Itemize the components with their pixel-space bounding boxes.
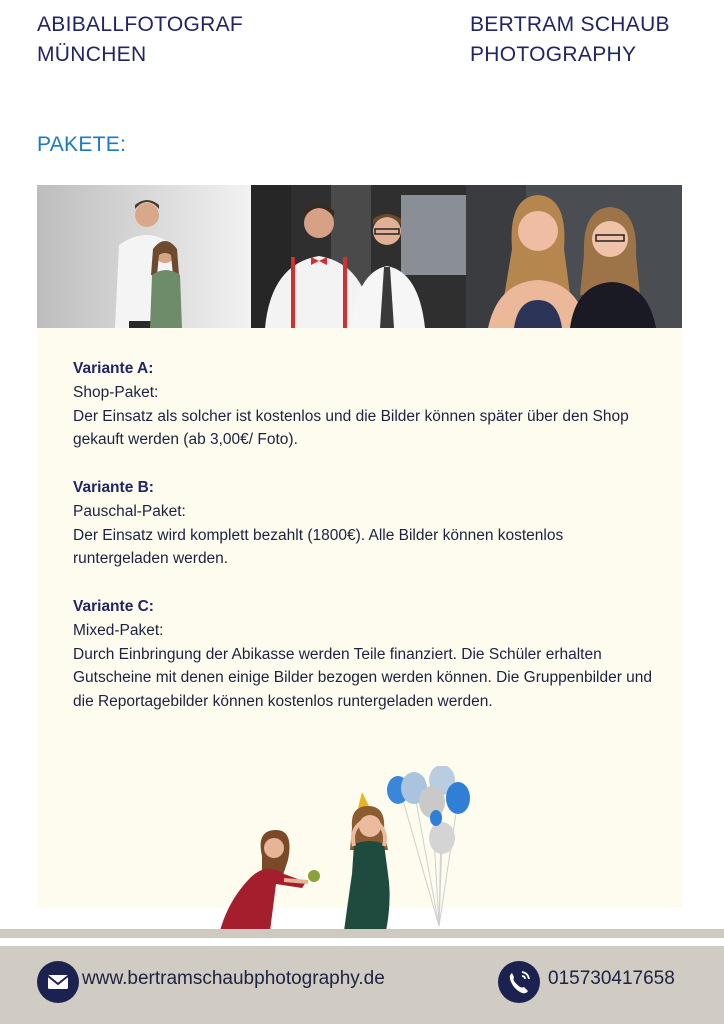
header-brand-left: [37, 10, 243, 70]
section-title: PAKETE:: [37, 133, 127, 156]
variant-description: Der Einsatz wird komplett bezahlt (1800€). Alle Bilder können kostenlos runtergeladen werden.: [73, 526, 564, 568]
footer-divider: [0, 929, 724, 938]
photo-two-men: [251, 185, 466, 328]
header-brand-right: [470, 10, 670, 70]
footer: [0, 946, 724, 1024]
variant-description: Durch Einbringung der Abikasse werden Teile finanziert. Die Schüler erhalten Gutscheine mit denen einige Bilder bezogen werden können. Die Gruppenbilder und die Reportagebilder können kostenlos runtergeladen werden.: [73, 645, 653, 711]
variant-b: [73, 476, 663, 571]
variant-subtitle: Mixed-Paket:: [73, 621, 164, 639]
variant-title: Variante C:: [73, 597, 154, 615]
header-right-line1: BERTRAM SCHAUB: [470, 13, 670, 36]
variant-c: [73, 595, 663, 714]
variant-title: Variante B:: [73, 478, 154, 496]
variant-title: Variante A:: [73, 360, 154, 377]
header-left-line1: ABIBALLFOTOGRAF: [37, 13, 243, 36]
variants-list: [73, 357, 663, 738]
envelope-icon: [37, 961, 79, 1003]
website-link[interactable]: www.bertramschaubphotography.de: [82, 968, 385, 989]
balloon-party-illustration: [214, 766, 484, 931]
phone-icon: [498, 961, 540, 1003]
phone-number[interactable]: 015730417658: [548, 968, 675, 989]
variant-a: [73, 357, 663, 452]
variant-subtitle: Pauschal-Paket:: [73, 502, 186, 520]
photo-couple-1: [37, 185, 251, 328]
header-right-line2: PHOTOGRAPHY: [470, 43, 637, 66]
variant-subtitle: Shop-Paket:: [73, 383, 159, 401]
variant-description: Der Einsatz als solcher ist kostenlos und die Bilder können später über den Shop gekauft werden (ab 3,00€/ Foto).: [73, 407, 629, 449]
header-left-line2: MÜNCHEN: [37, 43, 147, 66]
photo-two-women: [466, 185, 682, 328]
photo-strip: [37, 185, 682, 328]
